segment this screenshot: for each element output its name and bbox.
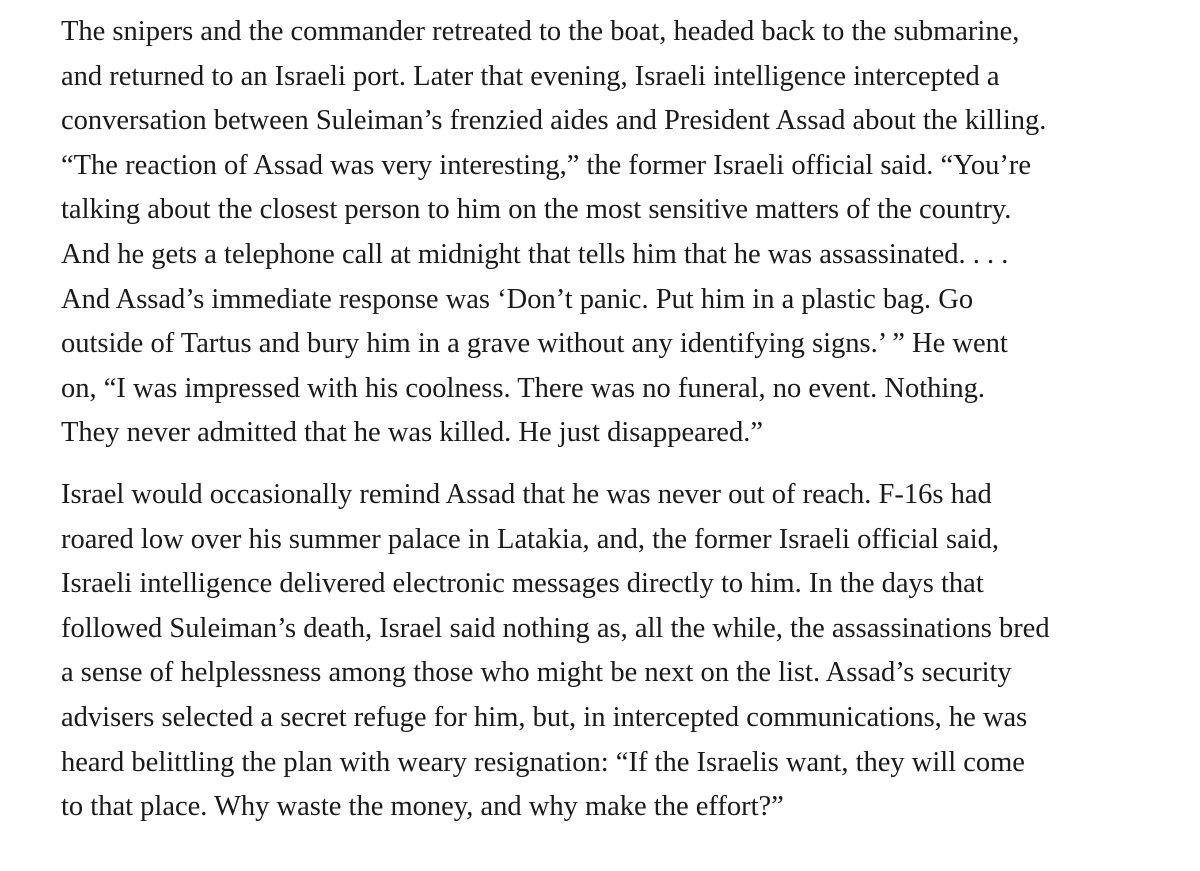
text-line: followed Suleiman’s death, Israel said nothing as, all the while, the assassinations bred	[61, 612, 1050, 644]
text-line: And he gets a telephone call at midnight that tells him that he was assassinated. . . .	[61, 238, 1009, 270]
text-line: roared low over his summer palace in Latakia, and, the former Israeli official said,	[61, 523, 1000, 555]
text-line: They never admitted that he was killed. He just disappeared.”	[61, 417, 763, 449]
text-line: advisers selected a secret refuge for him, but, in intercepted communications, he was	[61, 701, 1028, 733]
article-paragraph	[61, 10, 1151, 456]
text-line: And Assad’s immediate response was ‘Don’t panic. Put him in a plastic bag. Go	[61, 283, 974, 315]
text-line: to that place. Why waste the money, and why make the effort?”	[61, 791, 784, 823]
text-line: “The reaction of Assad was very interesting,” the former Israeli official said. “You’re	[61, 149, 1031, 181]
text-line: a sense of helplessness among those who might be next on the list. Assad’s security	[61, 657, 1012, 689]
text-line: Israeli intelligence delivered electronic messages directly to him. In the days that	[61, 568, 984, 600]
text-line: talking about the closest person to him on the most sensitive matters of the country.	[61, 194, 1012, 226]
text-line: Israel would occasionally remind Assad that he was never out of reach. F-16s had	[61, 478, 992, 510]
text-line: outside of Tartus and bury him in a grave without any identifying signs.’ ” He went	[61, 328, 1008, 360]
text-line: on, “I was impressed with his coolness. There was no funeral, no event. Nothing.	[61, 372, 985, 404]
text-line: conversation between Suleiman’s frenzied aides and President Assad about the killing.	[61, 105, 1047, 137]
article-body	[61, 10, 1151, 830]
text-line: The snipers and the commander retreated to the boat, headed back to the submarine,	[61, 16, 1020, 47]
text-line: and returned to an Israeli port. Later that evening, Israeli intelligence intercepted a	[61, 60, 1000, 92]
article-paragraph	[61, 473, 1151, 830]
text-line: heard belittling the plan with weary resignation: “If the Israelis want, they will come	[61, 746, 1025, 778]
